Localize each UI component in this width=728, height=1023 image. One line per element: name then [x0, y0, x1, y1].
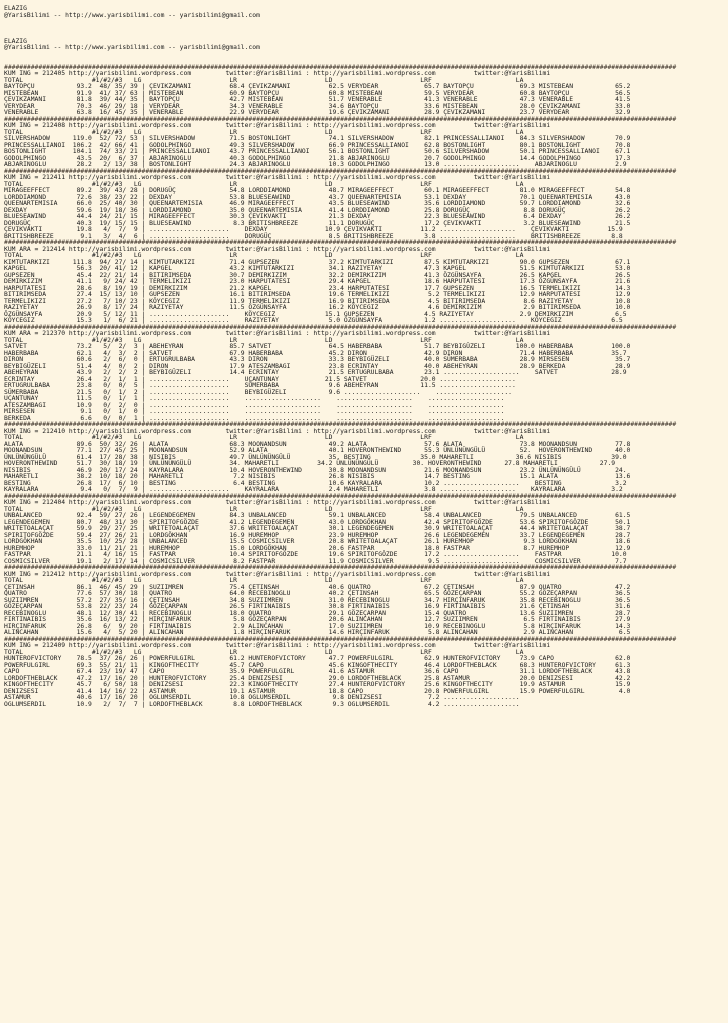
text-line: BERKEDA 6.6 0/ 0/ 1 | ..................... .................... .................... .................... [4, 414, 505, 422]
text-line: GUPSEZEN 45.4 22/ 21/ 14 | BITIRIMSEDA 30.7 DEMIRKIZIM 32.2 DEMIRKIZIM 41.3 ÖZGÜNSAYFA 26.5 KAPGEL 26.5 [4, 271, 631, 279]
text-line: CAPO 67.4 23/ 19/ 47 | CAPO 35.9 POWERFULGIRL 41.6 ASTAMUR 36.6 CAPO 31.1 LORDOFTHEBLACK 43.8 [4, 668, 631, 675]
text-line: HOVERONTHEWIND 51.7 30/ 18/ 19 | ÜNLÜNÜNGÜLÜ 34. MAHARETLI 34.2 ÜNLÜNÜNGÜLÜ 30. HOVERONTHEWIND 27.8 MAHARETLI 27.9 [4, 460, 616, 467]
text-line: BLUESEAWIND 44.4 24/ 21/ 15 | MIRAGEEFFECT 30.3 ÇEVIKVAKTI 21.3 DEXDAY 22.3 BLUESEAWIND 6.4 DEXDAY 26.2 [4, 213, 631, 220]
text-line: HABERBABA 62.1 4/ 3/ 2 | SATVET 67.9 HABERBABA 45.2 DIRON 42.9 DIRON 71.4 HABERBABA 35.7 [4, 349, 627, 357]
text-line: MISTEBEAN 91.9 41/ 37/ 63 | MISTEBEAN 60.9 BAYTOPÇU 60.8 MISTEBEAN 59.5 VERYDEAR 60.8 BAYTOPÇU 56.5 [4, 89, 631, 97]
text-line: HIRÇINFARUK 26.8 6/ 9/ 20 | FIRTINAIBIS 2.9 ALINCAHAN 17.0 SUZIIMREN 10.9 RECEBINOGLU 5.8 HIRÇINFARUK 14.3 [4, 622, 631, 630]
text-line: DORUGÜÇ 40.3 19/ 15/ 15 | BLUESEAWIND 8.3 BRITISHBREEZE 11.1 DORUGÜÇ 17.2 ÇEVIKVAKTI 3.2 BLUESEAWIND 21.5 [4, 219, 631, 227]
text-line: MOONANDSUN 77.1 27/ 45/ 25 | MOONANDSUN 52.9 ALATA 40.1 HOVERONTHEWIND 55.3 ÜNLÜNÜNGÜLÜ 52. HOVERONTHEWIND 40.0 [4, 447, 631, 454]
text-line: SPIRITOFGÖZDE 59.4 27/ 26/ 21 | LORDGÖKHAN 16.9 HUREMHOP 23.9 HUREMHOP 26.6 LEGENDEGEMEN 33.7 LEGENDEGEMEN 28.7 [4, 531, 631, 539]
text-line: KUM ING = 212410 http://yarisbilimi.wordpress.com twitter:@YarisBilimi : http://yarisbilimi.wordpress.com twitter:@YarisBilimi [4, 427, 551, 435]
text-line: BRITISHBREEZE 9.1 3/ 4/ 6 | ..................... DORUGÜÇ 8.5 BRITISHBREEZE 3.8 .................... BRITISHBREEZE 8.8 [4, 232, 623, 240]
text-line: SUZIIMREN 57.2 27/ 35/ 16 | ÇETINSAH 34.8 SUZIIMREN 31.0 RECEBINOGLU 34.7 HIRÇINFARUK 35.8 RECEBINOGLU 36.5 [4, 596, 631, 604]
text-line: ABJARINOGLU 28.2 2/ 13/ 38 | BOSTONLIGHT 24.3 ABJARINOGLU 10.3 GODOLPHINGO 13.0 .................... ABJARINOGLU 2.9 [4, 161, 627, 168]
text-line: ÇEVIKZAMANI 81.8 39/ 44/ 35 | BAYTOPÇU 42.7 MISTEBEAN 51.7 VENERABLE 41.3 VENERABLE 47.3 VENERABLE 41.5 [4, 96, 631, 103]
text-line: KAYRALARA 9.4 0/ 7/ 9 | ..................... KAYRALARA 2.4 MAHARETLI 3.8 .................... KAYRALARA 3.2 [4, 486, 623, 493]
text-line: POWERFULGIRL 69.3 55/ 21/ 11 | KINGOFTHECITY 45.7 CAPO 45.6 KINGOFTHECITY 46.4 LORDOFTHEBLACK 68.3 HUNTEROFVICTORY 61.3 [4, 661, 631, 669]
text-line: ELAZIG [4, 5, 27, 12]
text-line: ECRINTAY 26.4 2/ 1/ 1 | ..................... UÇANTUNAY 21.5 SATVET 20.0 .................... [4, 375, 516, 383]
text-line: ALINCAHAN 15.6 4/ 5/ 20 | ALINCAHAN 1.8 HIRÇINFARUK 14.6 HIRÇINFARUK 5.8 ALINCAHAN 2.9 ALINCAHAN 6.5 [4, 629, 631, 636]
text-line: SATVET 73.2 5/ 2/ 3 | ABEHEYRAN 85.7 SATVET 64.5 HABERBABA 51.7 BEYBIGÜZELI 100.0 HABERBABA 100.0 [4, 343, 631, 350]
text-line: ÖZGÜNSAYFA 20.9 5/ 12/ 11 | ..................... KÖYCEGIZ 15.1 GUPSEZEN 4.5 RAZIYETAY 2.9 DEMIRKIZIM 6.5 [4, 310, 627, 318]
text-line: KAPGEL 56.3 20/ 41/ 12 | KAPGEL 43.2 KIMTUTARKIZI 34.1 RAZIYETAY 47.3 KAPGEL 51.5 KIMTUTARKIZI 53.0 [4, 265, 631, 272]
text-line: FASTPAR 21.1 4/ 16/ 15 | FASTPAR 10.4 SPIRITOFGÖZDE 19.6 SPIRITOFGÖZDE 17.2 .................... FASTPAR 10.0 [4, 551, 627, 558]
text-line: ÇEVIKVAKTI 19.8 4/ 7/ 9 | ..................... DEXDAY 10.9 ÇEVIKVAKTI 11.2 .................... ÇEVIKVAKTI 15.9 [4, 226, 623, 233]
separator-line: ################################################################################################################################################################################ [4, 239, 677, 246]
text-line: RAZIYETAY 26.9 8/ 17/ 24 | RAZIYETAY 11.5 ÖZGÜNSAYFA 16.2 KÖYCEGIZ 4.6 DEMIRKIZIM 2.9 BITIRIMSEDA 10.0 [4, 304, 631, 311]
separator-line: ################################################################################################################################################################################ [4, 635, 677, 643]
separator-line: ################################################################################################################################################################################ [4, 421, 677, 428]
text-line: ELAZIG [4, 37, 27, 45]
text-line: ÜNLÜNÜNGÜLÜ 61.4 17/ 28/ 38 | NISIBIS 49.7 ÜNLÜNÜNGÜLÜ 35. BESTING 35.0 MAHARETLI 36.6 NISIBIS 39.0 [4, 453, 627, 461]
text-line: ERTUGRULBABA 23.8 0/ 0/ 5 | ..................... SÜMERBABA 9.6 ABEHEYRAN 11.5 .................... [4, 382, 516, 389]
text-line: DIRON 60.6 2/ 6/ 0 | ERTUGRULBABA 43.3 DIRON 33.3 BEYBIGÜZELI 40.0 SÜMERBABA 28.9 MIRSESEN 35.7 [4, 356, 631, 363]
text-line: LORDGÖKHAN 35.5 10/ 25/ 28 | UNBALANCED 15.5 COSMICSILVER 20.8 WRITETOALAÇAT 26.1 HUREMHOP 9.3 LORDGÖKHAN 18.6 [4, 538, 631, 545]
text-line: COSMICSILVER 19.1 2/ 17/ 14 | COSMICSILVER 8.2 FASTPAR 11.9 COSMICSILVER 9.5 .................... COSMICSILVER 7.7 [4, 557, 627, 565]
text-line: TOTAL #1/#2/#3 LG LR LD LRF LA [4, 434, 524, 441]
text-line: OGLUMSERDIL 10.9 2/ 7/ 7 | LORDOFTHEBLACK 8.8 LORDOFTHEBLACK 9.3 OGLUMSERDIL 4.2 .................... [4, 700, 520, 708]
separator-line: ################################################################################################################################################################################ [4, 63, 677, 71]
separator-line: ################################################################################################################################################################################ [4, 564, 677, 571]
text-line: TERMELIKIZI 27.2 7/ 10/ 23 | KÖYCEGIZ 11.9 TERMELIKIZI 16.9 BITIRIMSEDA 4.5 BITIRIMSEDA 8.6 RAZIYETAY 10.8 [4, 297, 631, 305]
text-line: DEMIRKIZIM 41.1 9/ 24/ 42 | TERMELIKIZI 23.0 HARPUTATESI 29.4 KAPGEL 18.6 HARPUTATESI 17.3 ÖZGÜNSAYFA 21.6 [4, 278, 631, 285]
text-line: KUM ING = 212412 http://yarisbilimi.wordpress.com twitter:@YarisBilimi : http://yarisbilimi.wordpress.com twitter:@YarisBilimi [4, 570, 551, 578]
text-line: TOTAL #1/#2/#3 LG LR LD LRF LA [4, 252, 524, 259]
text-line: ATESZAMBAGI 10.9 0/ 2/ 0 | ..................... .................... .................... .................... [4, 401, 505, 409]
separator-line: ################################################################################################################################################################################ [4, 167, 677, 175]
text-line: BEYBIGÜZELI 51.4 4/ 0/ 2 | DIRON 17.9 ATESZAMBAGI 23.8 ECRINTAY 40.0 ABEHEYRAN 28.9 BERKEDA 28.9 [4, 362, 631, 370]
text-line: LORDDIAMOND 72.6 38/ 23/ 22 | DEXDAY 53.8 BLUESEAWIND 43.7 QUEENARTEMISIA 53.1 DEXDAY 70.1 QUEENARTEMISIA 43.0 [4, 193, 631, 201]
text-line: @YarisBilimi -- http://www.yarisbilimi.com -- yarisbilimi@gmail.com [4, 11, 260, 19]
text-line: RECEBINOGLU 48.1 12/ 30/ 41 | RECEBINOGLU 18.0 QUATRO 29.1 GÖZEÇARPAN 15.4 QUATRO 13.6 SUZIIMREN 28.7 [4, 609, 631, 617]
text-line: TOTAL #1/#2/#3 LG LR LD LRF LA [4, 128, 524, 136]
text-line: NISIBIS 46.9 20/ 17/ 24 | KAYRALARA 10.4 HOVERONTHEWIND 30.8 MOONANDSUN 21.6 MOONANDSUN 23.2 ÜNLÜNÜNGÜLÜ 24. [4, 466, 627, 474]
text-line: GÖZEÇARPAN 53.8 22/ 23/ 24 | GÖZEÇARPAN 26.5 FIRTINAIBIS 30.8 FIRTINAIBIS 16.9 FIRTINAIBIS 21.6 ÇETINSAH 31.6 [4, 603, 631, 610]
text-line: TOTAL #1/#2/#3 LG LR LD LRF LA [4, 336, 524, 344]
text-line: UNBALANCED 92.4 59/ 27/ 26 | LEGENDEGEMEN 84.3 UNBALANCED 59.1 UNBALANCED 58.4 UNBALANCED 79.5 UNBALANCED 61.5 [4, 512, 631, 519]
text-line: TOTAL #1/#2/#3 LG LR LD LRF LA [4, 180, 524, 188]
text-line: LORDOFTHEBLACK 47.2 17/ 16/ 20 | HUNTEROFVICTORY 25.4 DENIZSESI 29.0 LORDOFTHEBLACK 25.8 ASTAMUR 20.0 DENIZSESI 42.2 [4, 674, 631, 682]
text-line: HARPUTATESI 28.6 8/ 19/ 19 | DEMIRKIZIM 21.2 KAPGEL 23.4 HARPUTATESI 17.7 GUPSEZEN 16.5 TERMELIKIZI 14.3 [4, 284, 631, 292]
text-line: GODOLPHINGO 43.5 20/ 6/ 37 | ABJARINOGLU 40.3 GODOLPHINGO 21.8 ABJARINOGLU 20.7 GODOLPHINGO 14.4 GODOLPHINGO 17.3 [4, 154, 631, 162]
text-line: TOTAL #1/#2/#3 LG LR LD LRF LA [4, 648, 524, 656]
text-line: TOTAL #1/#2/#3 LG LR LD LRF LA [4, 76, 524, 84]
text-line: KUM ARA = 212370 http://yarisbilimi.wordpress.com twitter:@YarisBilimi : http://yarisbilimi.wordpress.com twitter:@YarisBilimi [4, 330, 551, 337]
text-line: VENERABLE 63.8 16/ 45/ 35 | VENERABLE 22.9 VERYDEAR 19.6 ÇEVIKZAMANI 28.9 ÇEVIKZAMANI 23.7 VERYDEAR 32.9 [4, 109, 631, 116]
text-line: SILVERSHADOW 119.0 52/ 72/ 53 | SILVERSHADOW 71.5 BOSTONLIGHT 74.1 SILVERSHADOW 82.1 PRINCESSALLIANOI 84.3 SILVERSHADOW 70.9 [4, 135, 631, 142]
separator-line: ################################################################################################################################################################################ [4, 492, 677, 500]
text-line: MAHARETLI 38.2 10/ 18/ 20 | MAHARETLI 7.2 NISIBIS 26.8 NISIBIS 14.7 BESTING 15.1 ALATA 13.6 [4, 473, 631, 480]
text-line: QUEENARTEMISIA 66.0 25/ 40/ 30 | QUEENARTEMISIA 46.9 MIRAGEEFFECT 43.5 BLUESEAWIND 35.6 LORDDIAMOND 59.7 LORDDIAMOND 32.6 [4, 200, 631, 207]
text-line: BAYTOPÇU 93.2 48/ 35/ 39 | ÇEVIKZAMANI 68.4 ÇEVIKZAMANI 62.5 VERYDEAR 65.7 BAYTOPÇU 69.3 MISTEBEAN 65.2 [4, 83, 631, 90]
text-line: KUM ARA = 212414 http://yarisbilimi.wordpress.com twitter:@YarisBilimi : http://yarisbilimi.wordpress.com twitter:@YarisBilimi [4, 245, 551, 253]
text-line: KUM ING = 212408 http://yarisbilimi.wordpress.com twitter:@YarisBilimi : http://yarisbilimi.wordpress.com twitter:@YarisBilimi [4, 122, 551, 129]
text-line: ALATA 89.6 50/ 32/ 26 | ALATA 68.3 MOONANDSUN 49.2 ALATA 57.6 ALATA 73.8 MOONANDSUN 77.8 [4, 440, 631, 448]
text-line: ABEHEYRAN 43.9 2/ 2/ 2 | BEYBIGÜZELI 14.4 ECRINTAY 21.5 ERTUGRULBABA 23.1 .................... SATVET 28.9 [4, 369, 627, 376]
text-line: HUREMHOP 33.0 11/ 21/ 21 | HUREMHOP 15.0 LORDGÖKHAN 20.6 FASTPAR 18.0 FASTPAR 8.7 HUREMHOP 12.9 [4, 544, 631, 552]
text-line: HUNTEROFVICTORY 78.5 37/ 26/ 26 | POWERFULGIRL 61.2 HUNTEROFVICTORY 47.7 POWERFULGIRL 62.9 HUNTEROFVICTORY 73.9 CAPO 62.0 [4, 655, 631, 662]
text-line: KIMTUTARKIZI 111.8 94/ 27/ 14 | KIMTUTARKIZI 71.4 GUPSEZEN 37.2 KIMTUTARKIZI 87.5 KIMTUTARKIZI 90.0 GUPSEZEN 67.1 [4, 258, 631, 266]
text-line: TOTAL #1/#2/#3 LG LR LD LRF LA [4, 577, 524, 584]
text-line: ASTAMUR 40.6 17/ 16/ 20 | OGLUMSERDIL 10.8 OGLUMSERDIL 9.8 DENIZSESI 7.2 .................... [4, 694, 520, 701]
text-line: TOTAL #1/#2/#3 LG LR LD LRF LA [4, 505, 524, 513]
text-line: SÜMERBABA 21.5 0/ 1/ 2 | ..................... BEYBIGÜZELI 9.6 .................... .................... [4, 388, 512, 396]
text-line: KINGOFTHECITY 45.7 6/ 50/ 18 | DENIZSESI 22.3 KINGOFTHECITY 27.4 HUNTEROFVICTORY 25.6 KINGOFTHECITY 19.9 ASTAMUR 15.9 [4, 681, 631, 688]
text-line: BESTING 26.8 17/ 6/ 10 | BESTING 6.4 BESTING 10.6 KAYRALARA 10.2 .................... BESTING 3.2 [4, 479, 627, 487]
text-line: ÇETINSAH 86.1 46/ 45/ 29 | SUZIIMREN 75.4 ÇETINSAH 40.6 QUATRO 67.2 ÇETINSAH 87.9 QUATRO 47.2 [4, 583, 631, 591]
separator-line: ################################################################################################################################################################################ [4, 115, 677, 123]
text-line: KÖYCEGIZ 15.3 1/ 6/ 21 | ..................... RAZIYETAY 5.0 ÖZGÜNSAYFA 1.2 .................... KÖYCEGIZ 6.5 [4, 317, 623, 324]
text-line: KUM ING = 212409 http://yarisbilimi.wordpress.com twitter:@YarisBilimi : http://yarisbilimi.wordpress.com twitter:@YarisBilimi [4, 642, 551, 649]
text-line: QUATRO 77.6 57/ 30/ 18 | QUATRO 64.0 RECEBINOGLU 40.2 ÇETINSAH 65.5 GÖZEÇARPAN 55.2 GÖZEÇARPAN 36.5 [4, 590, 631, 597]
text-line: DEXDAY 59.6 19/ 18/ 36 | LORDDIAMOND 35.0 QUEENARTEMISIA 41.4 LORDDIAMOND 25.8 DORUGÜÇ 8.8 DORUGÜÇ 26.2 [4, 206, 631, 214]
text-line: @YarisBilimi -- http://www.yarisbilimi.com -- yarisbilimi@gmail.com [4, 44, 260, 51]
text-line: VERYDEAR 70.3 46/ 29/ 18 | VERYDEAR 34.3 VENERABLE 34.6 BAYTOPÇU 33.6 MISTEBEAN 28.0 ÇEVIKZAMANI 33.0 [4, 102, 631, 110]
separator-line: ################################################################################################################################################################################ [4, 323, 677, 331]
text-line: KUM ING = 212411 http://yarisbilimi.wordpress.com twitter:@YarisBilimi : http://yarisbilimi.wordpress.com twitter:@YarisBilimi [4, 174, 551, 181]
text-line: WRITETOALAÇAT 59.9 29/ 27/ 25 | WRITETOALAÇAT 37.6 WRITETOALAÇAT 30.1 LEGENDEGEMEN 30.9 WRITETOALAÇAT 44.4 WRITETOALAÇAT 38.7 [4, 525, 631, 532]
text-line: MIRAGEEFFECT 89.2 39/ 43/ 28 | DORUGÜÇ 54.8 LORDDIAMOND 48.7 MIRAGEEFFECT 60.1 MIRAGEEFFECT 81.0 MIRAGEEFFECT 54.8 [4, 187, 631, 194]
text-line: BOSTONLIGHT 104.1 74/ 33/ 21 | PRINCESSALLIANOI 43.7 PRINCESSALLIANOI 56.1 BOSTONLIGHT 50.6 SILVERSHADOW 50.1 PRINCESSALLIANOI 67.1 [4, 148, 631, 155]
text-line: LEGENDEGEMEN 80.7 48/ 31/ 30 | SPIRITOFGÖZDE 41.2 LEGENDEGEMEN 43.0 LORDGÖKHAN 42.4 SPIRITOFGÖZDE 53.6 SPIRITOFGÖZDE 50.1 [4, 518, 631, 526]
text-line: MIRSESEN 9.1 0/ 1/ 0 | ..................... .................... .................... .................... [4, 408, 505, 415]
text-line: KUM ING = 212405 http://yarisbilimi.wordpress.com twitter:@YarisBilimi : http://yarisbilimi.wordpress.com twitter:@YarisBilimi [4, 70, 551, 77]
text-line: DENIZSESI 41.4 14/ 16/ 22 | ASTAMUR 19.1 ASTAMUR 18.8 CAPO 20.8 POWERFULGIRL 15.9 POWERFULGIRL 4.0 [4, 687, 631, 695]
text-line: KUM ING = 212404 http://yarisbilimi.wordpress.com twitter:@YarisBilimi : http://yarisbilimi.wordpress.com twitter:@YarisBilimi [4, 499, 551, 506]
text-line: UÇANTUNAY 11.5 0/ 1/ 1 | ..................... .................... .................... .................... [4, 395, 505, 402]
text-line: FIRTINAIBIS 35.6 16/ 13/ 22 | HIRÇINFARUK 5.8 GÖZEÇARPAN 20.6 ALINCAHAN 12.7 SUZIIMREN 6.5 FIRTINAIBIS 27.9 [4, 616, 631, 623]
text-line: BITIRIMSEDA 27.4 15/ 13/ 10 | GUPSEZEN 16.1 BITIRIMSEDA 19.6 TERMELIKIZI 5.2 TERMELIKIZI 12.9 HARPUTATESI 12.9 [4, 291, 631, 298]
text-line: PRINCESSALLIANOI 106.2 42/ 66/ 41 | GODOLPHINGO 49.3 SILVERSHADOW 66.9 PRINCESSALLIANOI 62.8 BOSTONLIGHT 80.1 BOSTONLIGHT 70.8 [4, 141, 631, 149]
